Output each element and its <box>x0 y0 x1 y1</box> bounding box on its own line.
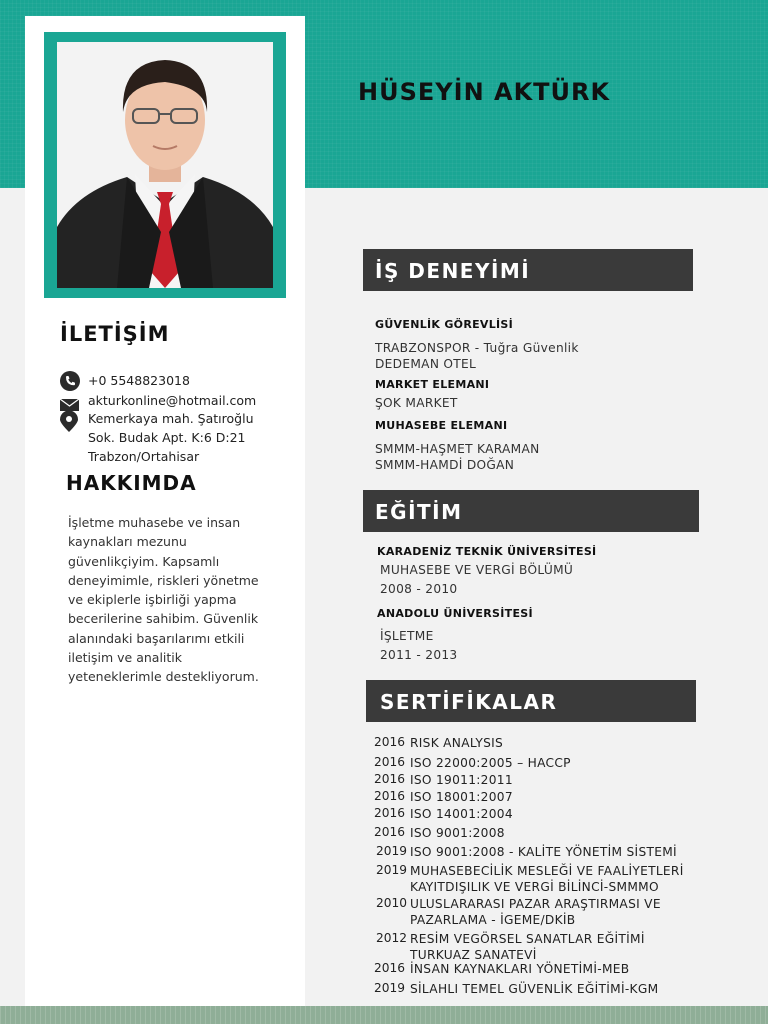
job-role: MUHASEBE ELEMANI <box>375 419 508 432</box>
certificate-item: 2016 İNSAN KAYNAKLARI YÖNETİMİ-MEB <box>374 961 630 976</box>
profile-photo-frame <box>44 32 286 298</box>
certificate-item: 2016 ISO 19011:2011 <box>374 772 513 787</box>
certificate-item: 2019 ISO 9001:2008 - KALİTE YÖNETİM SİSTEMİ <box>376 844 677 859</box>
certificate-item: 2016 ISO 22000:2005 – HACCP <box>374 755 571 770</box>
email-row <box>60 391 256 410</box>
address-row <box>60 409 254 466</box>
job-detail: ŞOK MARKET <box>375 396 458 410</box>
certificate-item: 2019 MUHASEBECİLİK MESLEĞİ VE FAALİYETLERİ KAYITDIŞILIK VE VERGİ BİLİNCİ-SMMMO <box>376 863 684 894</box>
job-detail: DEDEMAN OTEL <box>375 357 477 371</box>
email-address[interactable]: akturkonline@hotmail.com <box>88 393 257 408</box>
job-detail: TRABZONSPOR - Tuğra Güvenlik <box>375 341 579 355</box>
certificates-heading: SERTİFİKALAR <box>366 680 696 722</box>
experience-heading: İŞ DENEYİMİ <box>363 249 693 291</box>
certificate-item: 2016 ISO 14001:2004 <box>374 806 513 821</box>
school-years: 2008 - 2010 <box>380 582 458 596</box>
certificate-item: 2016 ISO 9001:2008 <box>374 825 505 840</box>
job-detail: SMMM-HAMDİ DOĞAN <box>375 458 515 472</box>
school-name: ANADOLU ÜNİVERSİTESİ <box>377 607 533 620</box>
about-title: HAKKIMDA <box>66 471 197 495</box>
education-heading: EĞİTİM <box>363 490 699 532</box>
mail-icon <box>60 391 82 409</box>
job-detail: SMMM-HAŞMET KARAMAN <box>375 442 540 456</box>
phone-number[interactable]: +0 5548823018 <box>88 373 190 388</box>
phone-row <box>60 371 190 390</box>
certificate-item: 2010 ULUSLARARASI PAZAR ARAŞTIRMASI VE PAZARLAMA - İGEME/DKİB <box>376 896 661 927</box>
job-role: MARKET ELEMANI <box>375 378 490 391</box>
school-years: 2011 - 2013 <box>380 648 458 662</box>
about-text: İşletme muhasebe ve insan kaynakları mezunu güvenlikçiyim. Kapsamlı deneyimimle, riskleri yönetme ve ekiplerle işbirliği yapma becerilerine sahibim. Güvenlik alanındaki başarılarımı etkili iletişim ve analitik yeteneklerimle destekliyorum. <box>68 515 259 685</box>
person-name: HÜSEYİN AKTÜRK <box>358 78 611 106</box>
certificate-item: 2019 SİLAHLI TEMEL GÜVENLİK EĞİTİMİ-KGM <box>374 981 659 996</box>
job-role: GÜVENLİK GÖREVLİSİ <box>375 318 514 331</box>
school-department: İŞLETME <box>380 629 434 643</box>
profile-photo <box>57 42 273 288</box>
phone-icon <box>60 371 82 389</box>
address: Kemerkaya mah. Şatıroğlu Sok. Budak Apt. K:6 D:21 Trabzon/Ortahisar <box>88 411 254 464</box>
location-pin-icon <box>60 409 82 427</box>
certificate-item: 2016 ISO 18001:2007 <box>374 789 513 804</box>
certificate-item: 2016 RISK ANALYSIS <box>374 735 504 750</box>
school-department: MUHASEBE VE VERGİ BÖLÜMÜ <box>380 563 574 577</box>
contact-title: İLETİŞİM <box>60 322 170 346</box>
footer-strip <box>0 1006 768 1024</box>
certificate-item: 2012 RESİM VEGÖRSEL SANATLAR EĞİTİMİ TURKUAZ SANATEVİ <box>376 931 645 962</box>
school-name: KARADENİZ TEKNİK ÜNİVERSİTESİ <box>377 545 597 558</box>
